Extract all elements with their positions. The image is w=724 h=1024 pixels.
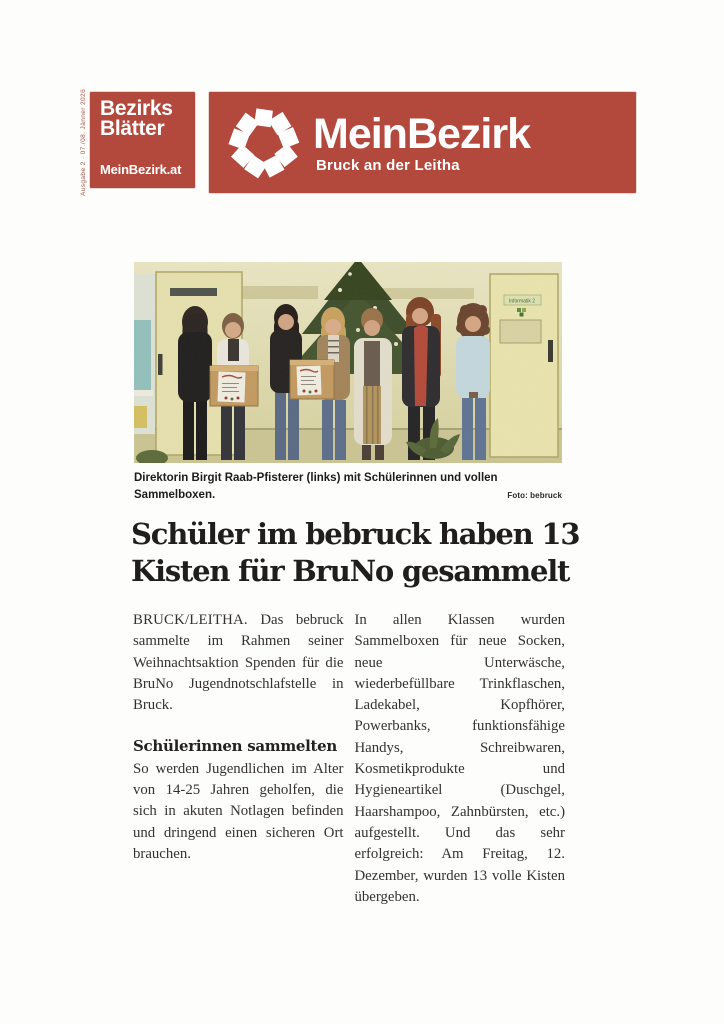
lead-location: BRUCK/LEITHA.	[133, 612, 248, 628]
column-right	[355, 610, 566, 908]
bezirksblaetter-line1: Bezirks	[100, 97, 173, 120]
photo-grain-overlay	[134, 262, 562, 463]
article-photo	[134, 262, 562, 463]
meinbezirk-wordmark: MeinBezirk	[313, 109, 531, 158]
article-subhead: Schülerinnen sammelten	[133, 737, 338, 756]
bezirksblaetter-logo	[100, 99, 173, 139]
article-body	[133, 610, 565, 908]
lead-paragraph	[133, 610, 344, 716]
meinbezirk-url: MeinBezirk.at	[100, 162, 182, 177]
masthead-meinbezirk-banner	[209, 92, 636, 193]
lead-text: Das bebruck sammelte im Rahmen seiner Weihnachtsaktion Spenden für die BruNo Jugendnotschlafstelle in Bruck.	[133, 612, 344, 714]
sun-of-squares-icon	[225, 104, 303, 182]
edition-date-vertical: Ausgabe 2 · 07./08. Jänner 2026	[80, 88, 87, 196]
right-paragraph: In allen Klassen wurden Sammelboxen für neue Socken, neue Unterwäsche, wiederbefüllbare Trinkflaschen, Ladekabel, Kopfhörer, Powerbanks, funktionsfähige Handys, Schreibwaren, Kosmetikprodukte und Hygieneartikel (Duschgel, Haarshampoo, Zahnbürsten, etc.) aufgestellt. Und das sehr erfolgreich: Am Freitag, 12. Dezember, wurden 13 volle Kisten übergeben.	[354, 612, 565, 905]
photo-caption-block	[134, 470, 562, 503]
photo-credit: Foto: bebruck	[507, 491, 562, 500]
bezirksblaetter-line2: Blätter	[100, 117, 165, 140]
photo-caption: Direktorin Birgit Raab-Pfisterer (links) mit Schülerinnen und vollen Sammelboxen.	[134, 472, 498, 501]
region-label: Bruck an der Leitha	[316, 156, 460, 174]
masthead-bezirksblaetter-block	[90, 92, 195, 188]
left-paragraph-2: So werden Jugendlichen im Alter von 14-25 Jahren geholfen, die sich in akuten Notlagen befinden und dringend einen sicheren Ort brauchen.	[133, 760, 344, 862]
column-left	[133, 610, 344, 908]
photo-scene	[134, 262, 562, 463]
article-headline: Schüler im bebruck haben 13 Kisten für BruNo gesammelt	[131, 517, 580, 588]
